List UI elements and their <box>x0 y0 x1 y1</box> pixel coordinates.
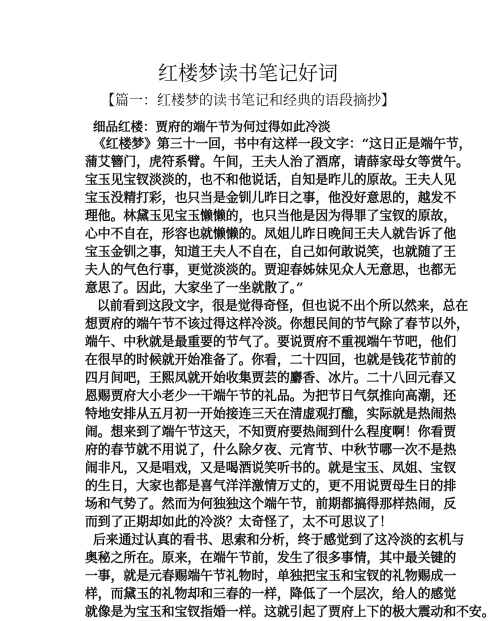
body-line: 宝玉金钏之事，知道王夫人不自在，自己如何敢说笑，也就随了王 <box>85 245 457 260</box>
body-line: 在很早的时候就开始准备了。你看，二十四回，也就是钱花节前的 <box>85 353 457 368</box>
body-line: 理他。林黛玉见宝玉懒懒的，也只当他是因为得罪了宝钗的原故， <box>85 209 457 224</box>
body-line: 而到了正期却如此的冷淡？太奇怪了，太不可思议了！ <box>85 515 393 530</box>
section-heading: 细品红楼：贾府的端午节为何过得如此冷淡 <box>93 119 331 134</box>
body-line: 端午、中秋就是最重要的节气了。要说贾府不重视端午节吧，他们 <box>85 335 457 350</box>
body-line: 奥秘之所在。原来，在端午节前，发生了很多事情，其中最关键的 <box>85 551 457 566</box>
body-line: 宝玉没精打彩，也只当是金钏儿昨日之事，他没好意思的，越发不 <box>85 191 457 206</box>
body-line: 意思了。因此，大家坐了一坐就散了。” <box>85 281 304 296</box>
body-line: 府的春节就不用说了，什么除夕夜、元宵节、中秋节哪一次不是热 <box>85 443 457 458</box>
body-line: 《红楼梦》第三十一回，书中有这样一段文字：“这日正是端午节， <box>93 137 472 152</box>
body-line: 宝玉见宝钗淡淡的，也不和他说话，自知是昨儿的原故。王夫人见 <box>85 173 457 188</box>
body-line: 的生日，大家也都是喜气洋洋激情万丈的，更不用说贾母生日的排 <box>85 479 457 494</box>
body-line: 想贾府的端午节不该过得这样冷淡。你想民间的节气除了春节以外， <box>85 317 469 332</box>
body-line: 样，而黛玉的礼物却和三春的一样，降低了一个层次，给人的感觉 <box>85 587 457 602</box>
body-line: 恩赐贾府大小老少一干端午节的礼品。为把节日气氛推向高潮，还 <box>85 389 457 404</box>
body-line: 以前看到这段文字，很是觉得奇怪，但也说不出个所以然来，总在 <box>97 299 469 314</box>
body-line: 就像是为宝玉和宝钗指婚一样。这就引起了贾府上下的极大震动和不安。 <box>85 605 495 620</box>
body-line: 四月间吧，王熙凤就开始收集贾芸的麝香、冰片。二十八回元春又 <box>85 371 457 386</box>
document-subtitle: 【篇一：红楼梦的读书笔记和经典的语段摘抄】 <box>101 93 395 109</box>
body-line: 特地安排从五月初一开始接连三天在清虚观打醮，实际就是热闹热 <box>85 407 457 422</box>
body-line: 心中不自在，形容也就懒懒的。凤姐儿昨日晚间王夫人就告诉了他 <box>85 227 457 242</box>
body-line: 一事，就是元春赐端午节礼物时，单独把宝玉和宝钗的礼物赐成一 <box>85 569 457 584</box>
body-line: 夫人的气色行事，更觉淡淡的。贾迎春姊妹见众人无意思，也都无 <box>85 263 457 278</box>
body-line: 后来通过认真的看书、思索和分析，终于感觉到了这冷淡的玄机与 <box>93 533 465 548</box>
body-line: 闹非凡，又是唱戏，又是喝酒说笑听书的。就是宝玉、凤姐、宝钗 <box>85 461 457 476</box>
body-line: 蒲艾簪门，虎符系臂。午间，王夫人治了酒席，请薛家母女等赏午。 <box>85 155 469 170</box>
document-title: 红楼梦读书笔记好词 <box>158 61 338 85</box>
body-line: 场和气势了。然而为何独独这个端午节，前期都搞得那样热闹，反 <box>85 497 457 512</box>
body-line: 闹。想来到了端午节这天，不知贾府要热闹到什么程度啊！你看贾 <box>85 425 457 440</box>
